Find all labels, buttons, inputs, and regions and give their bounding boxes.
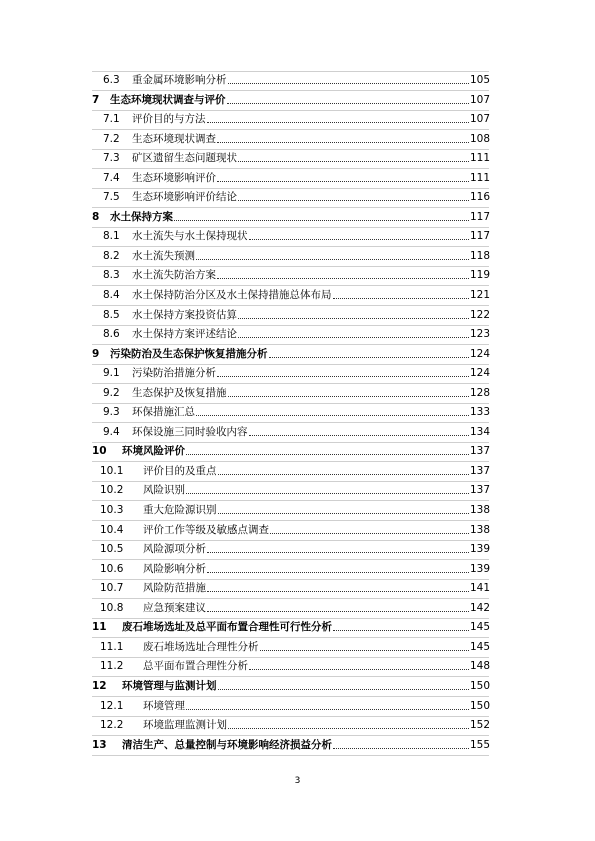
toc-entry-number: 9.2 [103,386,120,399]
dot-leader [218,689,469,690]
toc-entry-number: 10.3 [100,504,124,517]
toc-entry-page: 137 [469,484,490,497]
toc-entry-title: 应急预案建议 [143,601,206,614]
toc-entry-page: 118 [469,249,490,262]
top-rule [92,71,489,72]
toc-entry-page: 141 [469,582,490,595]
toc-entry[interactable] [0,306,595,326]
toc-entry[interactable] [0,130,595,150]
dot-leader [207,572,469,573]
toc-entry-title: 水土流失预测 [132,249,195,262]
toc-entry-number: 8.4 [103,289,120,302]
toc-entry-page: 108 [469,132,490,145]
toc-entry[interactable] [0,286,595,306]
toc-entry-page: 111 [469,152,490,165]
toc-entry-page: 111 [469,171,490,184]
toc-entry-page: 152 [469,719,490,732]
toc-entry[interactable] [0,384,595,404]
dot-leader [218,474,469,475]
toc-entry-number: 10.6 [100,562,124,575]
toc-entry-page: 121 [469,289,490,302]
toc-entry[interactable] [0,618,595,638]
toc-entry-number: 10.1 [100,464,124,477]
toc-entry-title: 风险识别 [143,484,185,497]
toc-entry-page: 148 [469,660,490,673]
toc-entry-number: 10.5 [100,543,124,556]
toc-entry-title: 风险防范措施 [143,582,206,595]
toc-entry-page: 107 [469,93,490,106]
toc-entry[interactable] [0,325,595,345]
toc-entry-title: 水土保持方案投资估算 [132,308,237,321]
toc-entry-title: 水土保持方案评述结论 [132,328,237,341]
toc-entry[interactable] [0,638,595,658]
toc-entry-number: 8.1 [103,230,120,243]
toc-entry-title: 风险源项分析 [143,543,206,556]
toc-entry[interactable] [0,345,595,365]
toc-entry-page: 139 [469,543,490,556]
dot-leader [227,103,469,104]
toc-entry-number: 9 [92,347,100,360]
toc-entry-page: 139 [469,562,490,575]
toc-entry-title: 生态环境影响评价 [132,171,216,184]
toc-entry-number: 10.8 [100,601,124,614]
toc-entry-page: 155 [469,738,490,751]
toc-entry-number: 6.3 [103,74,120,86]
toc-entry-title: 评价目的及重点 [143,464,217,477]
toc-entry-number: 8.5 [103,308,120,321]
dot-leader [333,630,469,631]
toc-entry[interactable] [0,169,595,189]
toc-entry-title: 评价目的与方法 [132,113,206,126]
toc-entry-title: 污染防治措施分析 [132,367,216,380]
toc-entry-page: 117 [469,210,490,223]
toc-entry[interactable] [0,677,595,697]
toc-entry-page: 138 [469,523,490,536]
table-of-contents [0,71,595,755]
toc-entry-title: 水土流失与水土保持现状 [132,230,248,243]
toc-entry-number: 10.4 [100,523,124,536]
dot-leader [228,396,469,397]
toc-entry-title: 重金属环境影响分析 [132,74,227,86]
dot-leader [333,748,469,749]
toc-entry-title: 环保措施汇总 [132,406,195,419]
dot-leader [228,728,469,729]
toc-entry-page: 116 [469,191,490,204]
toc-entry-page: 117 [469,230,490,243]
toc-entry-number: 7 [92,93,100,106]
toc-entry-page: 133 [469,406,490,419]
toc-entry-title: 生态环境影响评价结论 [132,191,237,204]
toc-entry-page: 150 [469,699,490,712]
row-divider [92,755,489,756]
toc-entry-page: 124 [469,367,490,380]
dot-leader [217,142,469,143]
toc-entry[interactable] [0,599,595,619]
toc-entry-number: 8.6 [103,328,120,341]
toc-entry-title: 水土流失防治方案 [132,269,216,282]
dot-leader [270,533,469,534]
dot-leader [196,415,469,416]
dot-leader [238,337,469,338]
toc-entry-page: 107 [469,113,490,126]
toc-entry-page: 105 [469,74,490,86]
toc-entry[interactable] [0,481,595,501]
dot-leader [217,376,469,377]
toc-entry[interactable] [0,188,595,208]
dot-leader [207,591,469,592]
toc-entry-page: 145 [469,640,490,653]
dot-leader [249,435,469,436]
toc-entry-number: 11.2 [100,660,124,673]
toc-entry[interactable] [0,560,595,580]
toc-entry-page: 150 [469,679,490,692]
toc-entry-title: 环境风险评价 [122,445,185,458]
toc-entry[interactable] [0,403,595,423]
toc-entry[interactable] [0,697,595,717]
toc-entry-page: 142 [469,601,490,614]
toc-entry-title: 废石堆场选址合理性分析 [143,640,259,653]
toc-entry-number: 11.1 [100,640,124,653]
toc-entry-title: 环保设施三同时验收内容 [132,425,248,438]
toc-entry-number: 7.3 [103,152,120,165]
dot-leader [196,259,469,260]
dot-leader [238,318,469,319]
dot-leader [218,513,469,514]
toc-entry[interactable] [0,423,595,443]
toc-entry-number: 7.4 [103,171,120,184]
dot-leader [207,552,469,553]
dot-leader [217,278,469,279]
toc-entry-page: 134 [469,425,490,438]
toc-entry[interactable] [0,247,595,267]
dot-leader [186,493,469,494]
toc-entry[interactable] [0,540,595,560]
toc-entry-title: 水土保持防治分区及水土保持措施总体布局 [132,289,332,302]
toc-entry[interactable] [0,266,595,286]
toc-entry-page: 137 [469,445,490,458]
toc-entry-number: 9.1 [103,367,120,380]
toc-entry-number: 12.1 [100,699,124,712]
toc-entry-number: 7.5 [103,191,120,204]
toc-entry-page: 123 [469,328,490,341]
dot-leader [238,200,469,201]
toc-entry-title: 生态保护及恢复措施 [132,386,227,399]
toc-entry[interactable] [0,227,595,247]
toc-entry-title: 矿区遗留生态问题现状 [132,152,237,165]
dot-leader [186,709,469,710]
toc-entry[interactable] [0,364,595,384]
toc-entry-title: 生态环境现状调查与评价 [110,93,226,106]
toc-entry-number: 10.7 [100,582,124,595]
toc-entry-title: 生态环境现状调查 [132,132,216,145]
dot-leader [249,239,469,240]
toc-entry[interactable] [0,657,595,677]
toc-entry-number: 10 [92,445,107,458]
toc-entry-title: 总平面布置合理性分析 [143,660,248,673]
toc-entry-number: 9.3 [103,406,120,419]
toc-entry[interactable] [0,579,595,599]
dot-leader [238,161,469,162]
toc-entry[interactable] [0,462,595,482]
toc-entry[interactable] [0,442,595,462]
toc-entry-title: 废石堆场选址及总平面布置合理性可行性分析 [122,621,332,634]
toc-entry-title: 风险影响分析 [143,562,206,575]
dot-leader [174,220,469,221]
toc-entry[interactable] [0,208,595,228]
dot-leader [207,122,469,123]
toc-entry-number: 8.2 [103,249,120,262]
toc-entry-number: 12 [92,679,107,692]
toc-entry[interactable] [0,71,595,91]
toc-entry-number: 10.2 [100,484,124,497]
dot-leader [217,181,469,182]
dot-leader [207,611,469,612]
toc-entry-number: 9.4 [103,425,120,438]
toc-entry-number: 12.2 [100,719,124,732]
toc-entry-number: 7.1 [103,113,120,126]
toc-entry[interactable] [0,736,595,756]
toc-entry[interactable] [0,501,595,521]
page-number: 3 [294,776,301,786]
toc-entry-title: 环境监理监测计划 [143,719,227,732]
toc-entry[interactable] [0,91,595,111]
toc-entry-number: 8 [92,210,100,223]
toc-entry-title: 重大危险源识别 [143,504,217,517]
toc-entry-number: 11 [92,621,107,634]
toc-entry[interactable] [0,716,595,736]
toc-entry[interactable] [0,110,595,130]
toc-entry-title: 评价工作等级及敏感点调查 [143,523,269,536]
dot-leader [333,298,469,299]
toc-entry-title: 清洁生产、总量控制与环境影响经济损益分析 [122,738,332,751]
toc-entry-page: 138 [469,504,490,517]
toc-entry-number: 7.2 [103,132,120,145]
toc-entry-number: 8.3 [103,269,120,282]
dot-leader [186,454,469,455]
toc-entry-title: 水土保持方案 [110,210,173,223]
dot-leader [269,357,469,358]
toc-entry-title: 环境管理 [143,699,185,712]
dot-leader [228,83,469,84]
toc-entry-title: 污染防治及生态保护恢复措施分析 [110,347,268,360]
toc-entry-page: 119 [469,269,490,282]
toc-entry-page: 137 [469,464,490,477]
toc-entry-page: 128 [469,386,490,399]
dot-leader [260,650,469,651]
toc-entry-title: 环境管理与监测计划 [122,679,217,692]
toc-entry-page: 122 [469,308,490,321]
toc-entry[interactable] [0,149,595,169]
toc-entry-page: 124 [469,347,490,360]
toc-entry-number: 13 [92,738,107,751]
toc-entry-page: 145 [469,621,490,634]
toc-entry[interactable] [0,521,595,541]
dot-leader [249,669,469,670]
